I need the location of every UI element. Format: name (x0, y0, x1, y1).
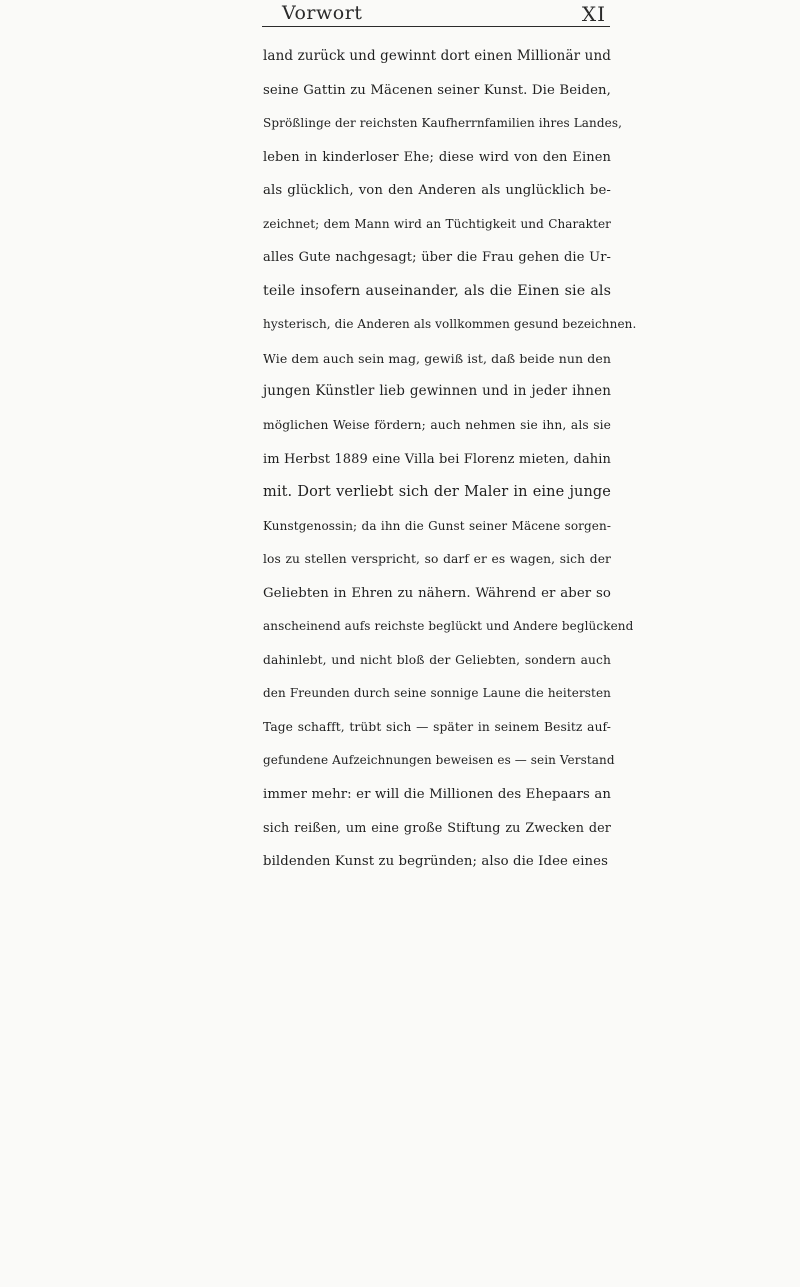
text-line: dahinlebt, und nicht bloß der Geliebten, sondern auch (263, 652, 611, 667)
text-line: Tage schafft, trübt sich — später in seinem Besitz auf- (263, 719, 611, 734)
text-line: anscheinend aufs reichste beglückt und Andere beglückend (263, 619, 634, 634)
text-line: Wie dem auch sein mag, gewiß ist, daß beide nun den (263, 350, 611, 366)
text-line: zeichnet; dem Mann wird an Tüchtigkeit und Charakter (263, 216, 611, 231)
text-line: hysterisch, die Anderen als vollkommen gesund bezeichnen. (263, 317, 637, 332)
page-number: XI (581, 2, 606, 26)
running-head: Vorwort (282, 2, 363, 24)
text-line: als glücklich, von den Anderen als unglücklich be- (263, 183, 611, 199)
text-line: seine Gattin zu Mäcenen seiner Kunst. Die Beiden, (263, 82, 611, 98)
header-rule (262, 26, 610, 27)
text-line: teile insofern auseinander, als die Einen sie als (263, 282, 611, 299)
text-line: Sprößlinge der reichsten Kaufherrnfamilien ihres Landes, (263, 116, 623, 131)
text-line: Geliebten in Ehren zu nähern. Während er aber so (263, 585, 611, 601)
text-line: den Freunden durch seine sonnige Laune die heitersten (263, 686, 611, 701)
text-line: immer mehr: er will die Millionen des Ehepaars an (263, 787, 611, 803)
body-text (263, 40, 637, 879)
text-line: mit. Dort verliebt sich der Maler in eine junge (263, 484, 611, 501)
text-line: jungen Künstler lieb gewinnen und in jeder ihnen (263, 383, 611, 400)
text-line: los zu stellen verspricht, so darf er es wagen, sich der (263, 552, 611, 567)
text-line: sich reißen, um eine große Stiftung zu Zwecken der (263, 820, 611, 836)
text-line: alles Gute nachgesagt; über die Frau gehen die Ur- (263, 250, 611, 266)
text-line: möglichen Weise fördern; auch nehmen sie ihn, als sie (263, 418, 611, 433)
text-line: gefundene Aufzeichnungen beweisen es — sein Verstand (263, 753, 615, 768)
text-line: land zurück und gewinnt dort einen Millionär und (263, 48, 611, 64)
page-header (262, 2, 610, 26)
text-line: im Herbst 1889 eine Villa bei Florenz mieten, dahin (263, 451, 611, 467)
text-line: Kunstgenossin; da ihn die Gunst seiner Mäcene sorgen- (263, 518, 611, 533)
text-line: leben in kinderloser Ehe; diese wird von den Einen (263, 149, 611, 165)
text-line: bildenden Kunst zu begründen; also die Idee eines (263, 854, 609, 870)
